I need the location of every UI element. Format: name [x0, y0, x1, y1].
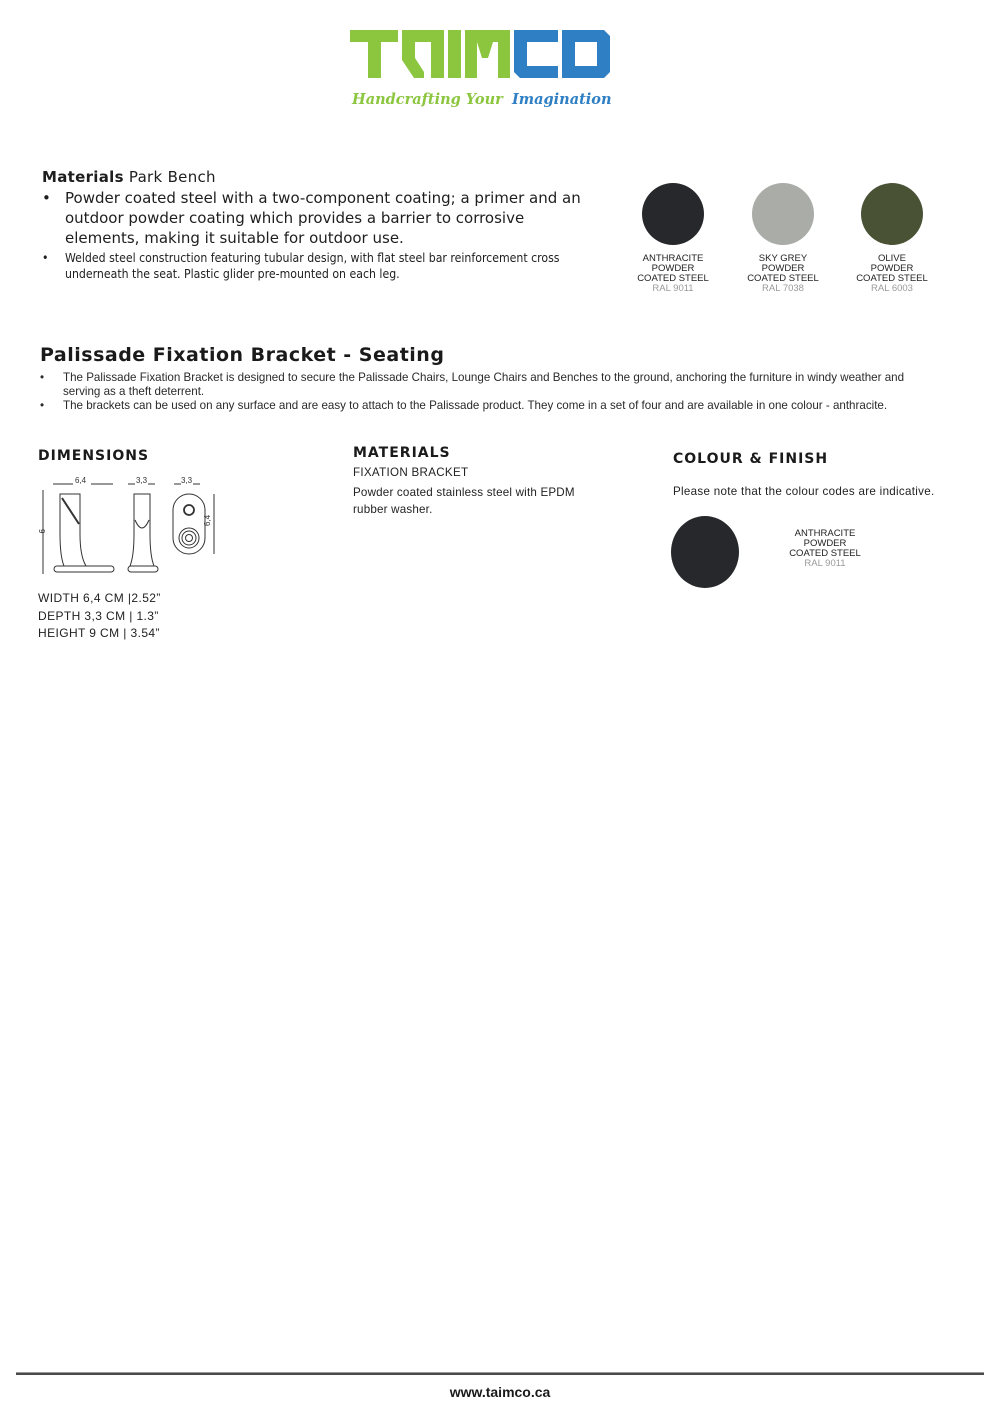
materials-park-heading	[42, 168, 602, 186]
top-depth-label: 3,3	[181, 476, 193, 485]
dimension-drawing	[36, 474, 222, 582]
swatch-label: POWDER	[803, 538, 847, 549]
swatch-label: ANTHRACITE	[794, 528, 856, 539]
logo-tagline-part1: Handcrafting Your	[352, 91, 503, 108]
swatch-color-dot	[642, 183, 704, 245]
top-length-dimension	[203, 494, 214, 554]
bracket-bullet: • The brackets can be used on any surface and are easy to attach to the Palissade product. They come in a set of four and are available in one colour - anthracite.	[40, 399, 940, 413]
materials-park-bench-section	[42, 168, 602, 282]
swatch-label: COATED STEEL	[789, 548, 861, 559]
dimensions-list	[38, 590, 161, 643]
swatch-color-dot	[752, 183, 814, 245]
footer-divider	[16, 1372, 984, 1375]
colour-swatches	[628, 183, 948, 303]
swatch-label: COATED STEEL	[637, 273, 709, 284]
logo-letter-i	[448, 30, 461, 78]
materials-title: MATERIALS	[353, 445, 451, 461]
swatch-ral: RAL 9011	[652, 283, 694, 294]
swatch-ral: RAL 6003	[871, 283, 913, 294]
swatch-label: COATED STEEL	[747, 273, 819, 284]
swatch-ral: RAL 7038	[762, 283, 804, 294]
colour-note: Please note that the colour codes are indicative.	[673, 485, 935, 498]
bracket-side-view	[128, 494, 158, 572]
logo-letter-o	[562, 30, 610, 78]
swatch-anthracite	[628, 183, 718, 294]
swatch-label: ANTHRACITE	[642, 253, 704, 264]
swatch-color-dot	[861, 183, 923, 245]
logo-letter-c	[514, 30, 558, 78]
materials-heading-rest: Park Bench	[123, 168, 216, 186]
front-width-dimension	[53, 476, 113, 485]
bracket-bullet: • The Palissade Fixation Bracket is designed to secure the Palissade Chairs, Lounge Chairs and Benches to the ground, anchoring the furniture in windy weather and serving as a theft deterrent.	[40, 371, 940, 399]
dimension-depth: DEPTH 3,3 CM | 1.3”	[38, 608, 159, 623]
swatch-label: OLIVE	[878, 253, 906, 264]
colour-finish-title: COLOUR & FINISH	[673, 451, 829, 467]
swatch-olive	[847, 183, 937, 294]
swatch-label: COATED STEEL	[856, 273, 928, 284]
materials-heading-bold: Materials	[42, 168, 124, 186]
materials-park-bullet: • Powder coated steel with a two-component coating; a primer and an outdoor powder coating which provides a barrier to corrosive elements, making it suitable for outdoor use.	[42, 188, 602, 248]
swatch-label: POWDER	[761, 263, 805, 274]
bracket-top-view	[173, 494, 205, 554]
logo-letter-a	[402, 30, 444, 78]
bracket-front-view	[54, 494, 114, 572]
logo-letter-m	[465, 30, 510, 78]
front-width-label: 6,4	[75, 476, 87, 485]
materials-park-bullet: • Welded steel construction featuring tubular design, with flat steel bar reinforcement cross underneath the seat. Plastic glider pre-mounted on each leg.	[42, 250, 602, 282]
materials-description: Powder coated stainless steel with EPDM rubber washer.	[353, 486, 575, 516]
top-depth-dimension	[174, 476, 200, 485]
materials-park-list	[42, 188, 602, 282]
swatch-label: POWDER	[651, 263, 695, 274]
materials-subtitle: FIXATION BRACKET	[353, 466, 469, 479]
dimension-height: HEIGHT 9 CM | 3.54”	[38, 626, 160, 640]
side-depth-dimension	[128, 476, 155, 485]
finish-swatch-label	[775, 529, 875, 569]
dimensions-title: DIMENSIONS	[38, 448, 150, 464]
taimco-logo	[348, 28, 612, 112]
footer-website-link[interactable]: www.taimco.ca	[449, 1384, 551, 1400]
finish-color-dot	[671, 516, 739, 588]
swatch-label: POWDER	[870, 263, 914, 274]
bracket-description-list	[40, 371, 940, 413]
swatch-sky-grey	[738, 183, 828, 294]
top-length-label: 6,4	[203, 514, 212, 526]
side-depth-label: 3,3	[136, 476, 148, 485]
logo-letter-t	[350, 30, 398, 78]
height-dimension	[37, 490, 46, 574]
dimension-width: WIDTH 6,4 CM |2.52”	[38, 591, 161, 605]
swatch-label: SKY GREY	[758, 253, 808, 264]
swatch-ral: RAL 9011	[804, 558, 846, 569]
logo-tagline-part2: Imagination	[512, 91, 612, 108]
height-label: 9	[37, 529, 46, 534]
bracket-section-title: Palissade Fixation Bracket - Seating	[40, 344, 445, 366]
